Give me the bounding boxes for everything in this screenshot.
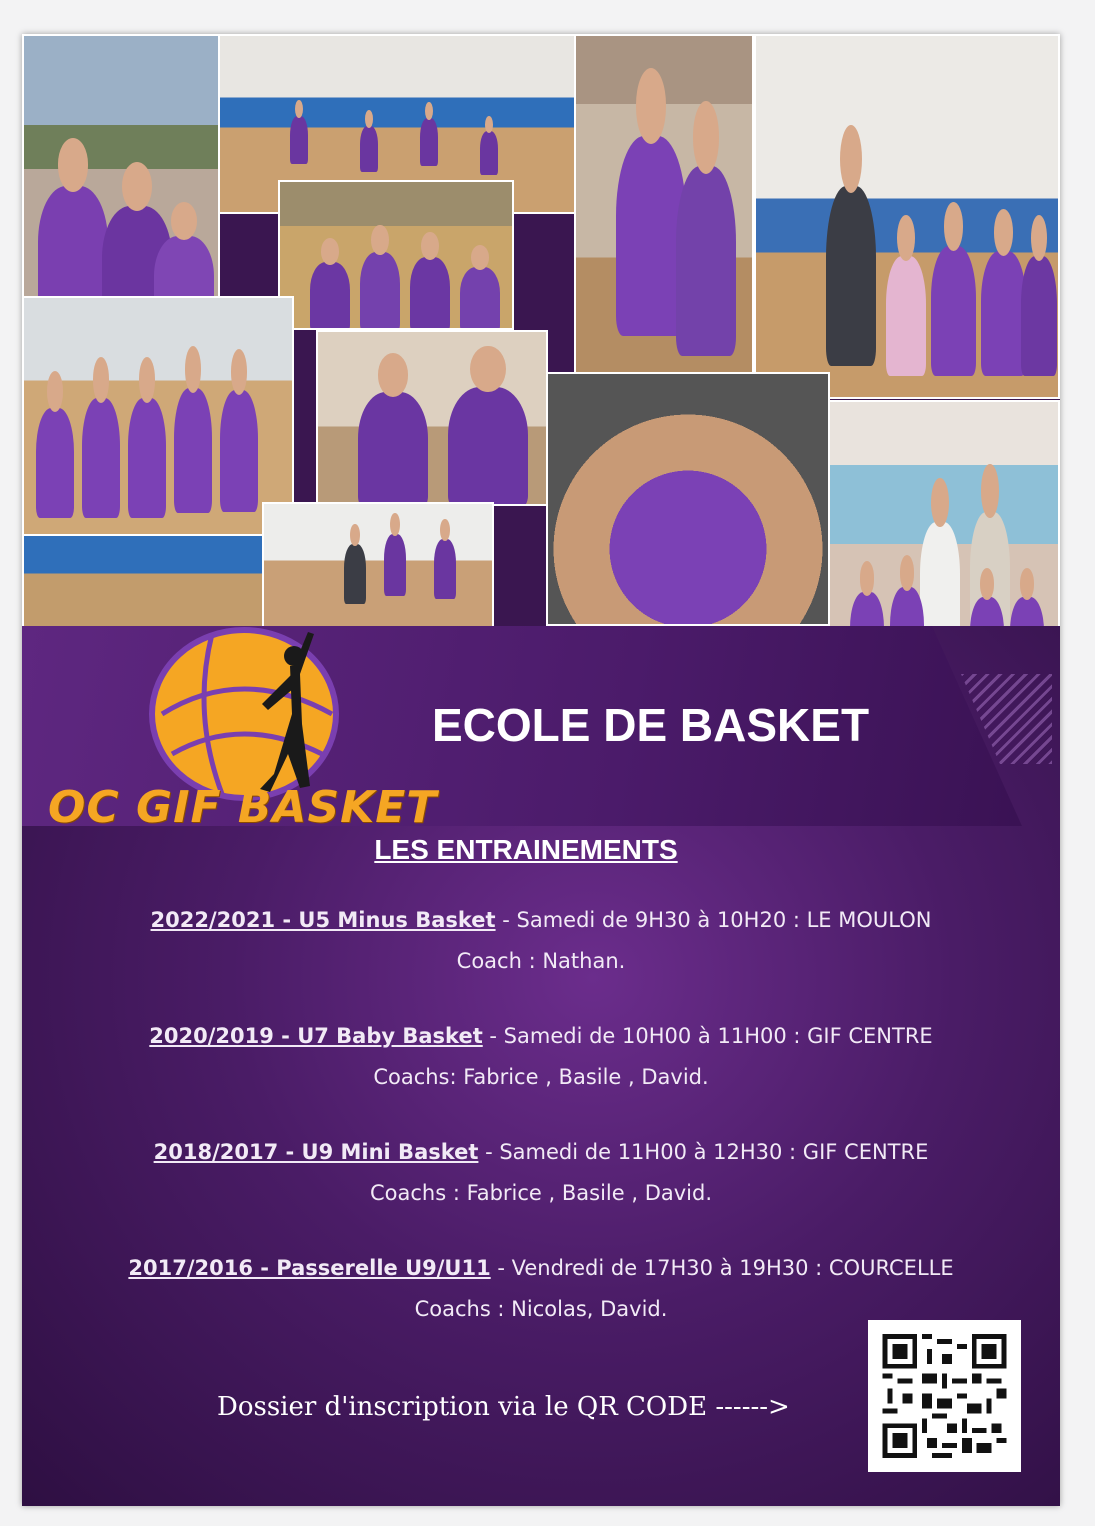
page-title: ECOLE DE BASKET [432, 699, 870, 751]
club-name: OC GIF BASKET [48, 782, 438, 833]
session-head: 2017/2016 - Passerelle U9/U11 [128, 1256, 491, 1280]
session-head: 2020/2019 - U7 Baby Basket [149, 1024, 483, 1048]
session-detail: - Samedi de 11H00 à 12H30 : GIF CENTRE [478, 1140, 929, 1164]
session-coach: Coachs : Fabrice , Basile , David. [369, 1181, 713, 1205]
session-coach: Coachs: Fabrice , Basile , David. [373, 1065, 709, 1089]
photo-hands-in [546, 372, 830, 626]
qr-code-icon[interactable] [868, 1320, 1021, 1472]
registration-note: Dossier d'inscription via le QR CODE ------> [217, 1392, 790, 1422]
session-head: 2022/2021 - U5 Minus Basket [150, 908, 496, 932]
session-head: 2018/2017 - U9 Mini Basket [153, 1140, 479, 1164]
session-item [22, 1248, 1060, 1330]
session-coach: Coachs : Nicolas, David. [414, 1297, 668, 1321]
session-item [22, 1132, 1060, 1214]
photo-team-cheer [754, 34, 1060, 399]
basketball-player-logo-icon [142, 604, 342, 804]
session-coach: Coach : Nathan. [456, 949, 626, 973]
photo-two-kids [316, 330, 548, 506]
session-detail: - Vendredi de 17H30 à 19H30 : COURCELLE [490, 1256, 954, 1280]
photo-team-line [22, 296, 294, 536]
session-item [22, 900, 1060, 982]
session-detail: - Samedi de 9H30 à 10H20 : LE MOULON [495, 908, 932, 932]
photo-team-huddle [278, 180, 514, 330]
session-item [22, 1016, 1060, 1098]
trainings-section [22, 834, 1060, 1330]
poster [22, 34, 1060, 1506]
session-detail: - Samedi de 10H00 à 11H00 : GIF CENTRE [482, 1024, 933, 1048]
photo-player-dribbling [574, 34, 754, 379]
trainings-title: LES ENTRAINEMENTS [374, 834, 678, 865]
photo-kids-group [22, 34, 220, 334]
